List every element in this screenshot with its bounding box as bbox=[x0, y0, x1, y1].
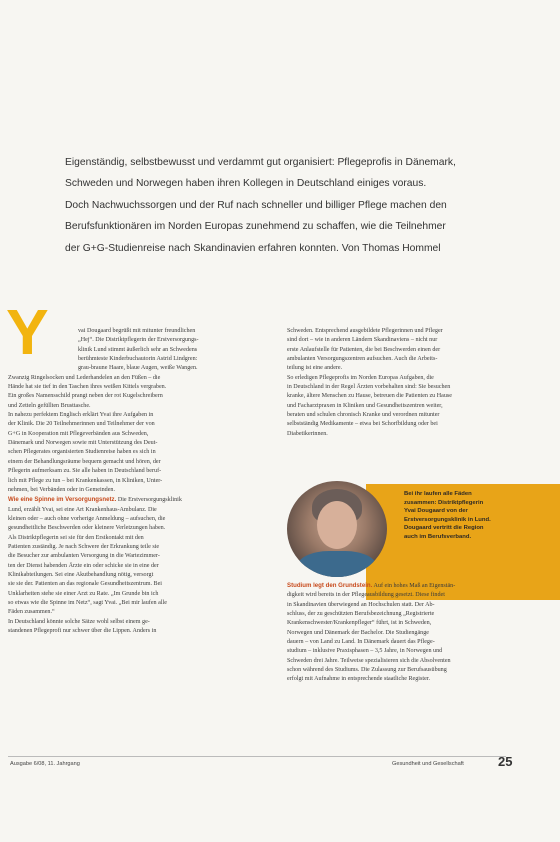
body-line: einem der Behandlungsräume bequem gemacht und hören, der bbox=[8, 458, 161, 465]
body-line: nehmen, bei Verbänden oder in Gemeinden. bbox=[8, 486, 115, 493]
body-line: schon während des Studiums. Die Zulassung zur Berufsausübung bbox=[287, 667, 447, 674]
page-number: 25 bbox=[498, 754, 513, 769]
portrait-photo bbox=[287, 481, 387, 577]
deck-line: Doch Nachwuchssorgen und der Ruf nach schneller und billiger Pflege machen den bbox=[65, 199, 447, 211]
body-line: klinik Lund stimmt äußerlich sehr an Schwedens bbox=[78, 346, 198, 353]
body-line: standenen Pflegeprofi nur schwer über die Lippen. Anders in bbox=[8, 628, 157, 634]
body-line: Lund, erzählt Yvai, sei eine Art Krankenhaus-Ambulanz. Die bbox=[8, 506, 157, 513]
body-line: erste Anlaufstelle für Patienten, die bei Beschwerden einen der bbox=[287, 346, 441, 353]
body-line: Hände hat sie tief in den Taschen ihres weißen Kittels vergraben. bbox=[8, 384, 167, 391]
body-line: Pflegerin aufmerksam zu. Sie alle haben in Deutschland beruf- bbox=[8, 468, 162, 475]
caption-line: Yvai Dougaard von der bbox=[404, 508, 468, 515]
body-line: so etwas wie die Spinne im Netz“, sagt Yvai. „Bei mir laufen alle bbox=[8, 599, 167, 606]
deck-line: Eigenständig, selbstbewusst und verdammt gut organisiert: Pflegeprofis in Dänemark, bbox=[65, 157, 456, 168]
deck-line: Berufsfunktionären im Norden Europas zunehmend zu schaffen, wie die Teilnehmer bbox=[65, 221, 446, 233]
body-line: Norwegen und Dänemark der Bachelor. Die Studiengänge bbox=[287, 629, 429, 636]
photo-face-shape bbox=[317, 501, 357, 549]
body-line: dauern – von Land zu Land. In Dänemark dauert das Pflege- bbox=[287, 639, 435, 646]
body-line: Als Distriktpflegerin sei sie für den Erstkontakt mit den bbox=[8, 534, 144, 541]
body-line: teilung ist eine andere. bbox=[287, 365, 343, 372]
body-line: schluss, der zu geschützten Berufsbezeichnung „Registrierte bbox=[287, 611, 435, 618]
body-line: die Besucher zur ambulanten Versorgung in die Wartezimmer- bbox=[8, 553, 160, 560]
body-line: vai Dougaard begrüßt mit mitunter freundlichen bbox=[78, 328, 196, 334]
drop-cap: Y bbox=[6, 296, 49, 368]
deck-line: der G+G-Studienreise nach Skandinavien erfahren konnten. Von Thomas Hommel bbox=[65, 242, 441, 254]
body-line: In Deutschland könnte solche Sätze wohl selbst einem ge- bbox=[8, 618, 150, 625]
footer-magazine-title: Gesundheit und Gesellschaft bbox=[392, 761, 464, 767]
body-line: Ein großes Namensschild prangt neben der rot Kugelschreibern bbox=[8, 393, 163, 400]
body-line: schen Pflegerates organisierten Studienreise haben es sich in bbox=[8, 449, 156, 456]
caption-line: Dougaard vertritt die Region bbox=[404, 525, 484, 532]
body-line: lich mit Pflege zu tun – bei Krankenkassen, in Kliniken, Unter- bbox=[8, 477, 163, 484]
body-line: kranke, ältere Menschen zu Hause, betreuen die Patienten zu Hause bbox=[287, 393, 452, 400]
caption-line: auch im Berufsverband. bbox=[404, 533, 472, 540]
subhead-lead: Wie eine Spinne im Versorgungsnetz. bbox=[8, 496, 117, 504]
caption-line: zusammen: Distriktpflegerin bbox=[404, 499, 484, 506]
body-line: und Facharztpraxen in Kliniken und Gesundheitszentren weiter, bbox=[287, 402, 443, 409]
subhead-line: Wie eine Spinne im Versorgungsnetz. Die Erstversorgungsklinik bbox=[8, 496, 182, 504]
body-line: sie sie der. Patienten an das regionale Gesundheitszentrum. Bei bbox=[8, 581, 162, 588]
body-line: Krankenschwester/Krankenpfleger“ führt, ist in Schweden, bbox=[287, 620, 432, 627]
deck-line: Schweden und Norwegen haben ihren Kollegen in Deutschland einiges voraus. bbox=[65, 178, 427, 190]
body-line: G+G in Kooperation mit Pflegeverbänden aus Schweden, bbox=[8, 430, 149, 437]
body-column-left bbox=[8, 327, 260, 636]
body-line: ambulanten Versorgungszentren aufsuchen. Auch die Arbeits- bbox=[287, 356, 438, 363]
body-line: erfolgt mit Aufnahme in entsprechende staatliche Register. bbox=[287, 676, 430, 683]
body-line: ten der Dienst habenden Ärzte ein oder schicke sie in eine der bbox=[8, 562, 159, 569]
body-line: So erledigen Pflegeprofis im Norden Europas Aufgaben, die bbox=[287, 374, 434, 381]
footer-issue: Ausgabe 6/08, 11. Jahrgang bbox=[10, 761, 80, 767]
body-line: kleinen oder – auch ohne vorherige Anmeldung – aufsuchen, die bbox=[8, 515, 166, 522]
body-line: Unklarheiten stehe sie einer Arzt zu Rate. „Im Grunde bin ich bbox=[8, 590, 159, 597]
body-line: berühmteste Kinderbuchautorin Astrid Lindgren: bbox=[78, 356, 198, 363]
subhead-line: Studium legt den Grundstein. Auf ein hohes Maß an Eigenstän- bbox=[287, 582, 456, 589]
body-column-right-bottom bbox=[287, 581, 505, 685]
body-line: selbstständig Medikamente – etwa bei Schorfbildung oder bei bbox=[287, 421, 438, 428]
body-line: Diabetikerinnen. bbox=[287, 430, 328, 437]
body-line: digkeit wird bereits in der Pflegeausbildung gesetzt. Diese findet bbox=[287, 592, 445, 599]
caption-line: Erstversorgungsklinik in Lund. bbox=[404, 516, 491, 523]
body-line: der Klinik. Die 20 Teilnehmerinnen und Teilnehmer der von bbox=[8, 421, 155, 428]
body-line: beraten und schulen chronisch Kranke und verordnen mitunter bbox=[287, 412, 440, 419]
footer-rule bbox=[8, 756, 506, 757]
body-line: Schweden. Entsprechend ausgebildete Pflegerinnen und Pfleger bbox=[287, 328, 443, 334]
article-deck bbox=[65, 152, 500, 259]
body-line: gesundheitliche Beschwerden oder kleinere Verletzungen haben. bbox=[8, 525, 166, 532]
body-line: „Hej“. Die Distriktpflegerin der Erstversorgungs- bbox=[78, 337, 199, 344]
caption-line: Bei ihr laufen alle Fäden bbox=[404, 491, 472, 497]
body-line: Fäden zusammen.“ bbox=[8, 609, 55, 616]
body-line: in Deutschland in der Regel Ärzten vorbehalten sind: Sie besuchen bbox=[287, 384, 451, 391]
photo-caption bbox=[404, 490, 554, 542]
body-line: Patienten zuständig. Je nach Schwere der Erkrankung teile sie bbox=[8, 543, 160, 550]
body-line: und Zetteln gefüllten Brusttasche. bbox=[8, 402, 91, 409]
body-line: In nahezu perfektem Englisch erklärt Yvai ihre Aufgaben in bbox=[8, 412, 154, 419]
body-line: Zwanzig Ringelsocken und Lederhandelen an den Füßen – die bbox=[8, 374, 161, 381]
body-line: Klinikabteilungen. Sei eine Akutbehandlung nötig, versorgt bbox=[8, 571, 154, 578]
photo-shirt-shape bbox=[297, 551, 377, 577]
body-line: Dänemark und Norwegen sowie mit Unterstützung des Deut- bbox=[8, 440, 158, 447]
body-line: grau-braune Haare, blaue Augen, weiße Wangen. bbox=[78, 365, 198, 372]
body-column-right-top bbox=[287, 327, 505, 439]
body-line: in Skandinavien überwiegend an Hochschulen statt. Der Ab- bbox=[287, 601, 435, 608]
body-line: studium – inklusive Praxisphasen – 3,5 Jahre, in Norwegen und bbox=[287, 648, 443, 655]
body-line: Schweden drei Jahre. Teilweise spezialisieren sich die Absolventen bbox=[287, 657, 451, 664]
subhead-lead: Studium legt den Grundstein. bbox=[287, 582, 373, 589]
body-line: sind dort – wie in anderen Ländern Skandinaviens – nicht nur bbox=[287, 337, 438, 344]
